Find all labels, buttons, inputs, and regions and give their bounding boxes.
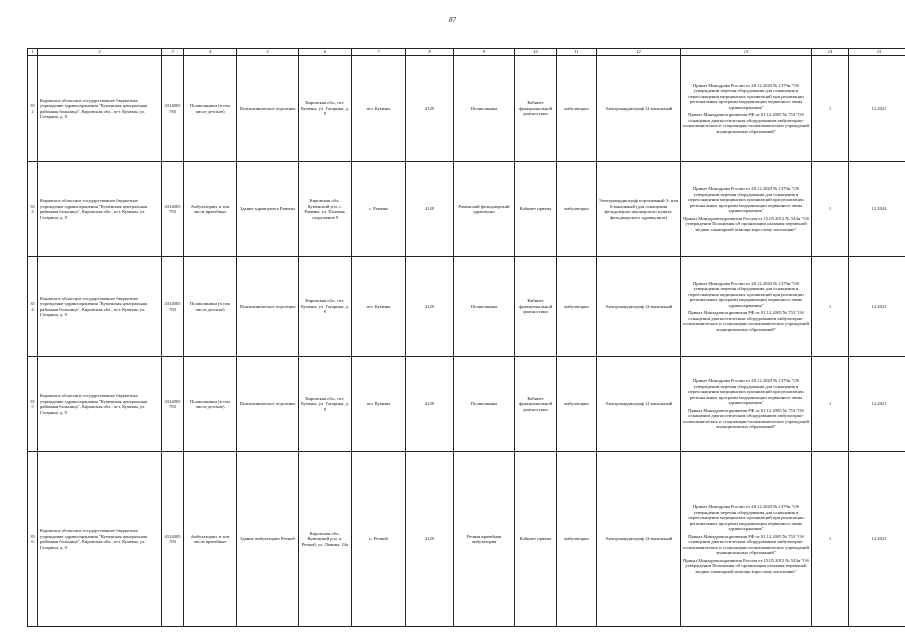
address-cell: Кировская обл., пгт. Кумены, ул. Гагарина, д. 9 [299,56,352,162]
column-number: 11 [557,49,597,56]
regulation-paragraph: Приказ Минздравсоцразвития России от 15.05.2012 № 543н "Об утверждении Положения об организации оказания первичной медико-санитарной помощи взрослому населению" [683,215,809,232]
organization-cell: Кировское областное государственное бюджетное учреждение здравоохранения "Куменская центральная районная больница", Кировская обл., пгт. Кумены, ул. Гагарина, д. 9 [38,357,162,452]
regulation-paragraph: Приказ Минздрава России от 28.12.2020 № 1379н "Об утверждении перечня оборудования для оснащения и переоснащения медицинских организаций при реализации региональных программ модернизации первичного звена здравоохранения" [688,378,804,406]
inn-cell: 4314005783 [162,452,184,627]
regulation-paragraph: Приказ Минздрава России от 28.12.2020 № 1379н "Об утверждении перечня оборудования для оснащения и переоснащения медицинских организаций при реализации региональных программ модернизации первичного звена здравоохранения" [688,82,804,110]
date-cell: 12.2021 [849,56,905,162]
room-cell: Кабинет функциональной диагностики [515,56,557,162]
regulation-paragraph: Приказ Минздравсоцразвития РФ от 01.12.2005 № 753 "Об оснащении диагностическим оборудованием амбулаторно-поликлинических и стационарно-поликлинических учреждений муниципальных образований" [683,407,809,430]
column-number: 15 [849,49,905,56]
equipment-cell: Электрокардиограф 12-канальный [597,452,681,627]
regulation-paragraph: Приказ Минздравсоцразвития РФ от 01.12.2005 № 753 "Об оснащении диагностическим оборудованием амбулаторно-поликлинических и стационарно-поликлинических учреждений муниципальных образований" [683,112,809,134]
unit-cell: Поликлиническое отделение [237,257,299,357]
regulatory-basis-cell [681,162,812,257]
date-cell: 12.2024 [849,162,905,257]
table-row [28,452,905,627]
quantity-cell: 1 [812,162,849,257]
care-type-cell: амбулаторно [557,257,597,357]
column-number: 9 [454,49,515,56]
organization-cell: Кировское областное государственное бюджетное учреждение здравоохранения "Куменская центральная районная больница", Кировская обл., пгт. Кумены, ул. Гагарина, д. 9 [38,257,162,357]
quantity-cell: 1 [812,452,849,627]
column-number: 1 [28,49,38,56]
department-cell: Поликлиника [454,257,515,357]
date-cell: 12.2021 [849,452,905,627]
page-number: 87 [449,16,456,24]
row-number-cell: 356 [28,452,38,627]
unit-cell: Поликлиническое отделение [237,56,299,162]
regulatory-basis-cell [681,56,812,162]
equipment-cell: Электрокардиограф портативный 3- или 6-канальный (для оснащения фельдшерско-акушерского пункта, фельдшерского здравпункта) [597,162,681,257]
quantity-cell: 1 [812,56,849,162]
facility-type-cell: Поликлиники (в том числе детские) [184,257,237,357]
column-number: 7 [352,49,406,56]
equipment-cell: Электрокардиограф 12-канальный [597,56,681,162]
column-number: 2 [38,49,162,56]
column-number: 10 [515,49,557,56]
inn-cell: 4314005783 [162,56,184,162]
facility-type-cell: Поликлиники (в том числе детские) [184,56,237,162]
row-number-cell: 352 [28,56,38,162]
address-cell: Кировская обл., Куменский р-н, п. Речной, ул. Ленина, 24а [299,452,352,627]
table-row [28,162,905,257]
address-cell: Кировская обл., пгт. Кумены, ул. Гагарина, д. 9 [299,357,352,452]
facility-type-cell: Поликлиники (в том числе детские) [184,357,237,452]
table-row [28,56,905,162]
address-cell: Кировская обл., Куменский р-н, с. Рамены, ул. Полевая, сооружение 9 [299,162,352,257]
department-cell: Речная врачебная амбулатория [454,452,515,627]
settlement-cell: с. Рамены [352,162,406,257]
inn-cell: 4314005783 [162,257,184,357]
code-cell: 4129 [406,357,454,452]
table-row [28,257,905,357]
row-number-cell: 354 [28,257,38,357]
department-cell: Поликлиника [454,357,515,452]
column-number: 13 [681,49,812,56]
address-cell: Кировская обл., пгт. Кумены, ул. Гагарина, д. 9 [299,257,352,357]
quantity-cell: 1 [812,357,849,452]
settlement-cell: п. Речной [352,452,406,627]
room-cell: Кабинет функциональной диагностики [515,357,557,452]
regulation-paragraph: Приказ Минздравсоцразвития РФ от 01.12.2005 № 753 "Об оснащении диагностическим оборудованием амбулаторно-поликлинических и стационарно-поликлинических учреждений муниципальных образований" [683,310,809,332]
code-cell: 4129 [406,162,454,257]
code-cell: 4129 [406,452,454,627]
column-number: 5 [237,49,299,56]
settlement-cell: пгт. Кумены [352,56,406,162]
quantity-cell: 1 [812,257,849,357]
regulation-paragraph: Приказ Минздрава России от 28.12.2020 № 1379н "Об утверждении перечня оборудования для оснащения и переоснащения медицинских организаций при реализации региональных программ модернизации первичного звена здравоохранения" [688,504,804,531]
column-number: 6 [299,49,352,56]
regulatory-basis-cell [681,257,812,357]
row-number-cell: 353 [28,162,38,257]
organization-cell: Кировское областное государственное бюджетное учреждение здравоохранения "Куменская центральная районная больница", Кировская обл., пгт. Кумены, ул. Гагарина, д. 9 [38,56,162,162]
facility-type-cell: Амбулатории, в том числе врачебные [184,162,237,257]
code-cell: 4129 [406,56,454,162]
row-number-cell: 355 [28,357,38,452]
column-number: 14 [812,49,849,56]
regulation-paragraph: Приказ Минздрава России от 28.12.2020 № 1379н "Об утверждении перечня оборудования для оснащения и переоснащения медицинских организаций при реализации региональных программ модернизации первичного звена здравоохранения" [688,186,804,213]
organization-cell: Кировское областное государственное бюджетное учреждение здравоохранения "Куменская центральная районная больница", Кировская обл., пгт. Кумены, ул. Гагарина, д. 9 [38,452,162,627]
settlement-cell: пгт. Кумены [352,357,406,452]
equipment-register-table [27,48,905,627]
regulation-paragraph: Приказ Минздравсоцразвития России от 15.05.2012 № 543н "Об утверждении Положения об организации оказания первичной медико-санитарной помощи взрослому населению" [683,557,809,574]
inn-cell: 4314005783 [162,162,184,257]
column-number: 4 [184,49,237,56]
unit-cell: Здание здравпункта Рамены [237,162,299,257]
settlement-cell: пгт. Кумены [352,257,406,357]
equipment-cell: Электрокардиограф 12-канальный [597,357,681,452]
regulatory-basis-cell [681,357,812,452]
facility-type-cell: Амбулатории, в том числе врачебные [184,452,237,627]
care-type-cell: амбулаторно [557,162,597,257]
regulatory-basis-cell [681,452,812,627]
column-number: 12 [597,49,681,56]
regulation-paragraph: Приказ Минздравсоцразвития РФ от 01.12.2005 № 753 "Об оснащении диагностическим оборудованием амбулаторно-поликлинических и стационарно-поликлинических учреждений муниципальных образований" [683,533,809,555]
department-cell: Раменский фельдшерский здравпункт [454,162,515,257]
room-cell: Кабинет функциональной диагностики [515,257,557,357]
code-cell: 4129 [406,257,454,357]
unit-cell: Здание амбулатории Речной [237,452,299,627]
regulation-paragraph: Приказ Минздрава России от 28.12.2020 № 1379н "Об утверждении перечня оборудования для оснащения и переоснащения медицинских организаций при реализации региональных программ модернизации первичного звена здравоохранения" [688,280,804,308]
equipment-cell: Электрокардиограф 12-канальный [597,257,681,357]
table-row [28,357,905,452]
column-number: 8 [406,49,454,56]
room-cell: Кабинет приема [515,162,557,257]
date-cell: 12.2021 [849,357,905,452]
room-cell: Кабинет приема [515,452,557,627]
organization-cell: Кировское областное государственное бюджетное учреждение здравоохранения "Куменская центральная районная больница", Кировская обл., пгт. Кумены, ул. Гагарина, д. 9 [38,162,162,257]
column-number-row [28,49,905,56]
department-cell: Поликлиника [454,56,515,162]
inn-cell: 4314005783 [162,357,184,452]
care-type-cell: амбулаторно [557,357,597,452]
date-cell: 12.2021 [849,257,905,357]
care-type-cell: амбулаторно [557,56,597,162]
unit-cell: Поликлиническое отделение [237,357,299,452]
column-number: 3 [162,49,184,56]
care-type-cell: амбулаторно [557,452,597,627]
